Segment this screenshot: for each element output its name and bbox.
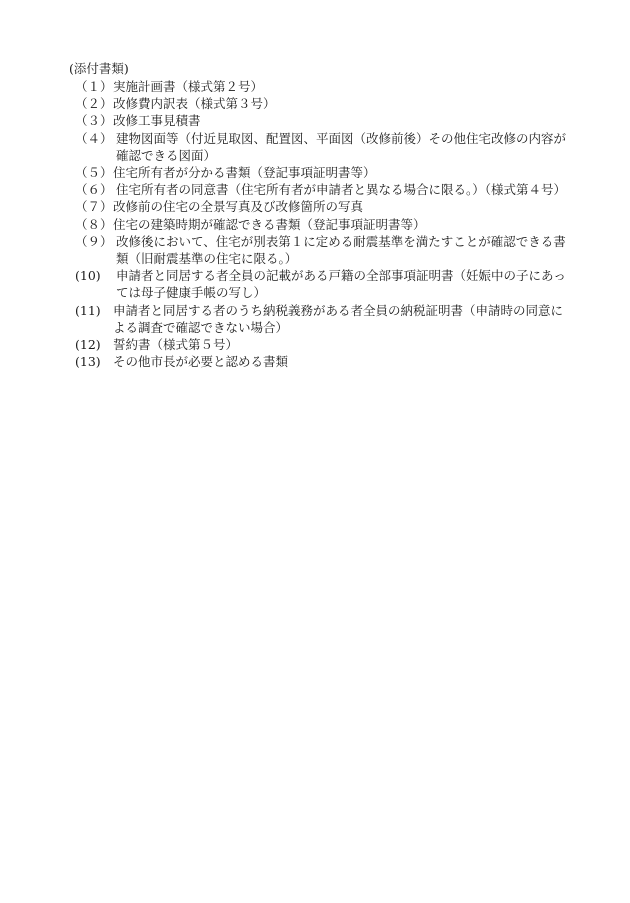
list-item [0, 216, 630, 233]
item-number: （５） [75, 165, 113, 181]
attachment-list [0, 78, 630, 370]
item-number: （９） [75, 233, 113, 249]
item-text: 改修後において、住宅が別表第１に定める耐震基準を満たすことが確認できる書類（旧耐震基準の住宅に限る。） [116, 233, 566, 267]
item-text: その他市長が必要と認める書類 [113, 354, 289, 370]
list-item [0, 198, 630, 215]
list-item [0, 302, 630, 336]
item-number: (10) [75, 268, 101, 284]
item-text: 実施計画書（様式第２号） [113, 79, 264, 94]
list-item [0, 267, 630, 301]
item-text: 改修費内訳表（様式第３号） [113, 96, 276, 112]
list-item [0, 233, 630, 267]
list-item [0, 112, 630, 129]
item-text: 住宅の建築時期が確認できる書類（登記事項証明書等） [113, 216, 426, 232]
item-number: （８） [75, 216, 113, 232]
item-text: 申請者と同居する者全員の記載がある戸籍の全部事項証明書（妊娠中の子にあっては母子健康手帳の写し） [116, 268, 566, 301]
item-text: 改修前の住宅の全景写真及び改修箇所の写真 [113, 199, 364, 215]
item-number: （４） [75, 130, 113, 146]
item-number: (12) [75, 337, 101, 353]
list-item [0, 336, 630, 353]
item-number: (11) [75, 302, 101, 318]
item-text: 誓約書（様式第５号） [113, 337, 239, 353]
item-number: （７） [75, 199, 113, 215]
list-item [0, 78, 630, 95]
list-item [0, 164, 630, 181]
list-item [0, 130, 630, 164]
item-number: （１） [75, 79, 113, 94]
item-text: 改修工事見積書 [113, 113, 201, 129]
item-text: 住宅所有者の同意書（住宅所有者が申請者と異なる場合に限る。）（様式第４号） [116, 182, 567, 198]
item-text: 住宅所有者が分かる書類（登記事項証明書等） [113, 165, 376, 181]
item-number: (13) [75, 354, 101, 370]
item-number: （２） [75, 96, 113, 112]
list-item [0, 353, 630, 370]
item-text: 建物図面等（付近見取図、配置図、平面図（改修前後）その他住宅改修の内容が確認できる図面） [116, 130, 567, 163]
list-item [0, 95, 630, 112]
item-text: 申請者と同居する者のうち納税義務がある者全員の納税証明書（申請時の同意による調査で確認できない場合） [113, 302, 564, 335]
item-number: （６） [75, 182, 113, 198]
list-item [0, 181, 630, 198]
attachments-heading: (添付書類) [69, 61, 129, 76]
item-number: （３） [75, 113, 113, 129]
